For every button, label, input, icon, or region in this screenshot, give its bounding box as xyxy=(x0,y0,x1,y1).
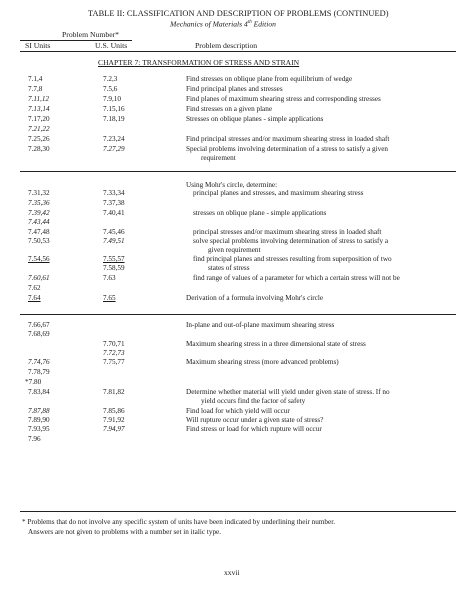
footnote-line-2: Answers are not given to problems with a number set in italic type. xyxy=(28,528,222,536)
description: Special problems involving determination of a stress to satisfy a given xyxy=(186,145,389,153)
description: Will rupture occur under a given state of stress? xyxy=(186,416,324,424)
si-cell: 7.39,42 xyxy=(28,209,50,217)
us-cell: 7.37,38 xyxy=(103,199,125,207)
description: Find principal stresses and/or maximum shearing stress in loaded shaft xyxy=(186,135,390,143)
us-cell: 7.91,92 xyxy=(103,416,125,424)
si-cell: 7.68,69 xyxy=(28,330,50,338)
us-cell: 7.58,59 xyxy=(103,264,125,272)
si-cell: 7.96 xyxy=(28,435,41,443)
description: given requirement xyxy=(208,246,261,254)
si-cell: 7.28,30 xyxy=(28,145,50,153)
description: Stresses on oblique planes - simple applications xyxy=(186,115,324,123)
si-cell: 7.89,90 xyxy=(28,416,50,424)
section-rule xyxy=(20,171,456,172)
page-number: xxvii xyxy=(224,568,240,577)
description-header: Problem description xyxy=(195,41,258,50)
us-cell: 7.75,77 xyxy=(103,358,125,366)
si-cell: 7.66,67 xyxy=(28,321,50,329)
us-cell: 7.49,51 xyxy=(103,237,125,245)
us-units-header: U.S. Units xyxy=(95,41,128,50)
description: principal planes and stresses, and maximum shearing stress xyxy=(193,189,364,197)
description: Derivation of a formula involving Mohr's circle xyxy=(186,294,324,302)
description: Maximum shearing stress in a three dimensional state of stress xyxy=(186,340,366,348)
us-cell: 7.5,6 xyxy=(103,85,118,93)
description: Find stress or load for which rupture will occur xyxy=(186,425,322,433)
description: yield occurs find the factor of safety xyxy=(201,397,306,405)
us-cell: 7.63 xyxy=(103,274,116,282)
si-cell: 7.50,53 xyxy=(28,237,50,245)
si-cell: 7.7,8 xyxy=(28,85,43,93)
si-cell: 7.78,79 xyxy=(28,368,50,376)
si-cell: 7.74,76 xyxy=(28,358,50,366)
table-title: TABLE II: CLASSIFICATION AND DESCRIPTION OF PROBLEMS (CONTINUED) xyxy=(88,9,389,18)
si-cell: 7.83,84 xyxy=(28,388,50,396)
description: Determine whether material will yield under given state of stress. If no xyxy=(186,388,390,396)
si-cell: 7.93,95 xyxy=(28,425,50,433)
si-cell: 7.17,20 xyxy=(28,115,50,123)
si-cell: 7.21,22 xyxy=(28,125,50,133)
description: requirement xyxy=(201,154,236,162)
description: Find stresses on a given plane xyxy=(186,105,273,113)
si-cell: 7.87,88 xyxy=(28,407,50,415)
description: Find stresses on oblique plane from equilibrium of wedge xyxy=(186,75,353,83)
description: Find principal planes and stresses xyxy=(186,85,283,93)
footnote-line-1: * Problems that do not involve any specific system of units have been indicated by underlining their number. xyxy=(22,518,335,526)
si-cell: 7.64 xyxy=(28,294,41,302)
description: solve special problems involving determination of stress to satisfy a xyxy=(193,237,389,245)
si-cell: 7.47,48 xyxy=(28,228,50,236)
us-cell: 7.15,16 xyxy=(103,105,125,113)
mohr-intro: Using Mohr's circle, determine: xyxy=(186,181,278,189)
us-cell: 7.72,73 xyxy=(103,349,125,357)
si-cell: 7.43,44 xyxy=(28,218,50,226)
section-rule xyxy=(20,314,456,315)
us-cell: 7.94,97 xyxy=(103,425,125,433)
us-cell: 7.9,10 xyxy=(103,95,121,103)
us-cell: 7.45,46 xyxy=(103,228,125,236)
us-cell: 7.33,34 xyxy=(103,189,125,197)
si-cell: 7.1,4 xyxy=(28,75,43,83)
problem-number-header: Problem Number* xyxy=(62,30,120,39)
us-cell: 7.55,57 xyxy=(103,255,125,263)
us-cell: 7.23,24 xyxy=(103,135,125,143)
us-cell: 7.27,29 xyxy=(103,145,125,153)
si-cell: 7.35,36 xyxy=(28,199,50,207)
us-cell: 7.65 xyxy=(103,294,116,302)
us-cell: 7.40,41 xyxy=(103,209,125,217)
chapter-title: CHAPTER 7: TRANSFORMATION OF STRESS AND STRAIN xyxy=(98,58,300,67)
si-cell: 7.54,56 xyxy=(28,255,50,263)
footnote-rule xyxy=(20,511,456,512)
us-cell: 7.81,82 xyxy=(103,388,125,396)
si-units-header: SI Units xyxy=(25,41,51,50)
header-rule xyxy=(20,51,456,52)
description: Find planes of maximum shearing stress and corresponding stresses xyxy=(186,95,381,103)
description: principal stresses and/or maximum shearing stress in loaded shaft xyxy=(193,228,382,236)
si-cell: 7.13,14 xyxy=(28,105,50,113)
description: Find load for which yield will occur xyxy=(186,407,290,415)
si-cell: 7.31,32 xyxy=(28,189,50,197)
us-cell: 7.18,19 xyxy=(103,115,125,123)
description: In-plane and out-of-plane maximum shearing stress xyxy=(186,321,335,329)
us-cell: 7.85,86 xyxy=(103,407,125,415)
description: states of stress xyxy=(208,264,250,272)
si-cell: 7.11,12 xyxy=(28,95,50,103)
description: stresses on oblique plane - simple applications xyxy=(193,209,327,217)
us-cell: 7.2,3 xyxy=(103,75,118,83)
si-cell: 7.25,26 xyxy=(28,135,50,143)
table-subtitle: Mechanics of Materials 4th Edition xyxy=(170,19,276,29)
si-cell: 7.60,61 xyxy=(28,274,50,282)
si-cell: 7.62 xyxy=(28,284,41,292)
description: Maximum shearing stress (more advanced problems) xyxy=(186,358,339,366)
si-cell: *7.80 xyxy=(25,378,42,386)
description: find principal planes and stresses resulting from superposition of two xyxy=(193,255,392,263)
us-cell: 7.70,71 xyxy=(103,340,125,348)
description: find range of values of a parameter for which a certain stress will not be xyxy=(193,274,400,282)
